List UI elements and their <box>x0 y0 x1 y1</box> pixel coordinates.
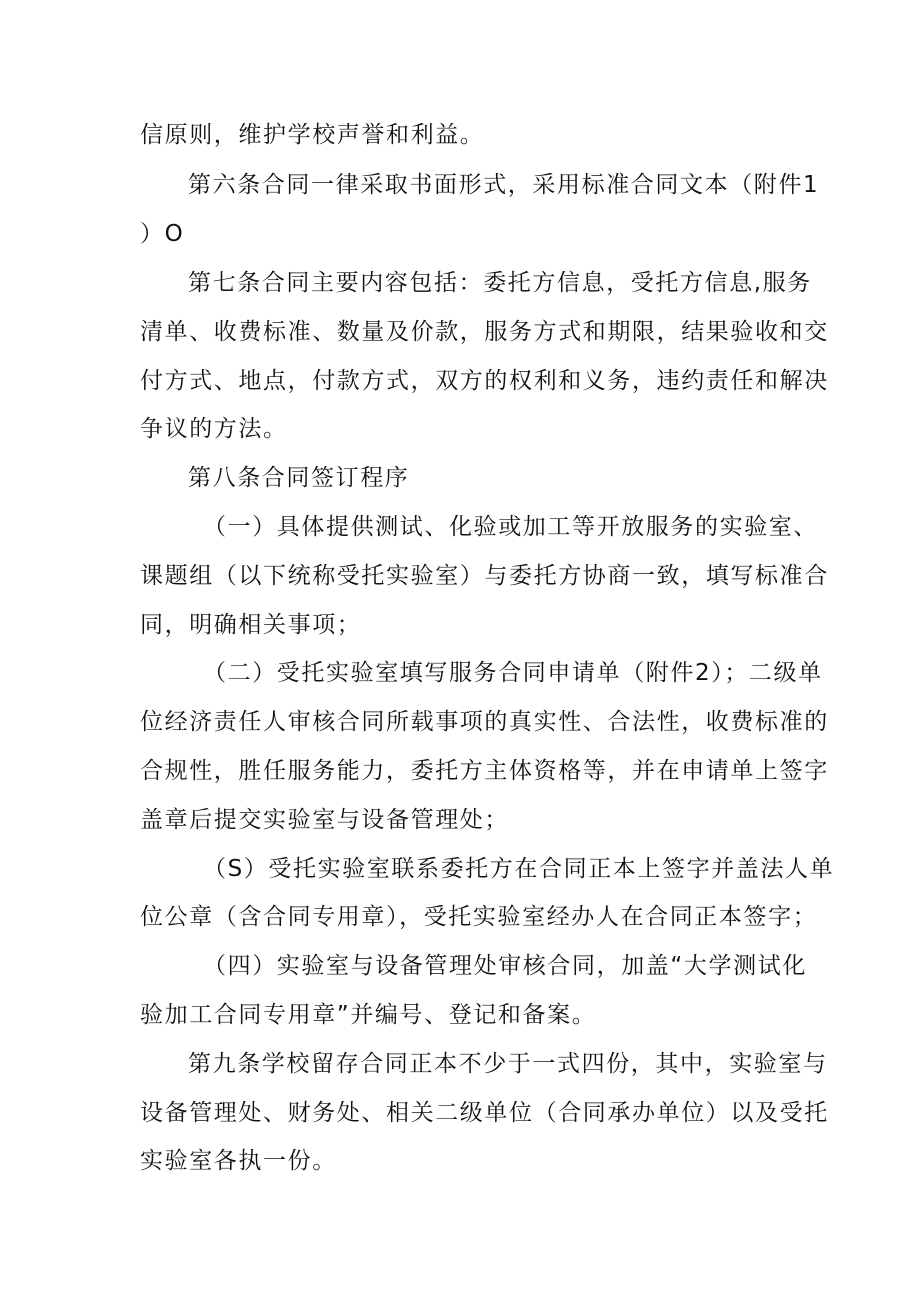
text-line: 信原则，维护学校声誉和利益。 <box>140 122 485 148</box>
text-line: 争议的方法。 <box>140 416 288 442</box>
item-4-line: （四）实验室与设备管理处审核合同，加盖“大学测试化 <box>203 953 807 979</box>
article-9-line: 第九条学校留存合同正本不少于一式四份，其中，实验室与 <box>188 1051 828 1077</box>
text-line: 付方式、地点，付款方式，双方的权利和义务，违约责任和解决 <box>140 368 829 394</box>
article-6-line: 第六条合同一律采取书面形式，采用标准合同文本（附件1 <box>188 172 820 198</box>
text-line: 位公章（含合同专用章），受托实验室经办人在合同正本签字； <box>140 904 818 930</box>
text-line: 位经济责任人审核合同所载事项的真实性、合法性，收费标准的 <box>140 709 829 735</box>
item-3-line: （S）受托实验室联系委托方在合同正本上签字并盖法人单 <box>203 856 835 882</box>
article-8-heading: 第八条合同签订程序 <box>188 465 410 491</box>
item-2-line: （二）受托实验室填写服务合同申请单（附件2）；二级单 <box>203 660 823 686</box>
text-line: 合规性，胜任服务能力，委托方主体资格等，并在申请单上签字 <box>140 758 829 784</box>
text-line: 同，明确相关事项； <box>140 612 362 638</box>
text-line: 清单、收费标准、数量及价款，服务方式和期限，结果验收和交 <box>140 319 829 345</box>
text-line: ）O <box>140 221 185 247</box>
text-line: 验加工合同专用章”并编号、登记和备案。 <box>140 1002 597 1028</box>
article-7-line: 第七条合同主要内容包括：委托方信息，受托方信息,服务 <box>188 270 812 296</box>
item-1-line: （一）具体提供测试、化验或加工等开放服务的实验室、 <box>203 514 818 540</box>
text-line: 课题组（以下统称受托实验室）与委托方协商一致，填写标准合 <box>140 563 829 589</box>
text-line: 设备管理处、财务处、相关二级单位（合同承办单位）以及受托 <box>140 1100 829 1126</box>
text-line: 实验室各执一份。 <box>140 1148 337 1174</box>
text-line: 盖章后提交实验室与设备管理处； <box>140 807 509 833</box>
